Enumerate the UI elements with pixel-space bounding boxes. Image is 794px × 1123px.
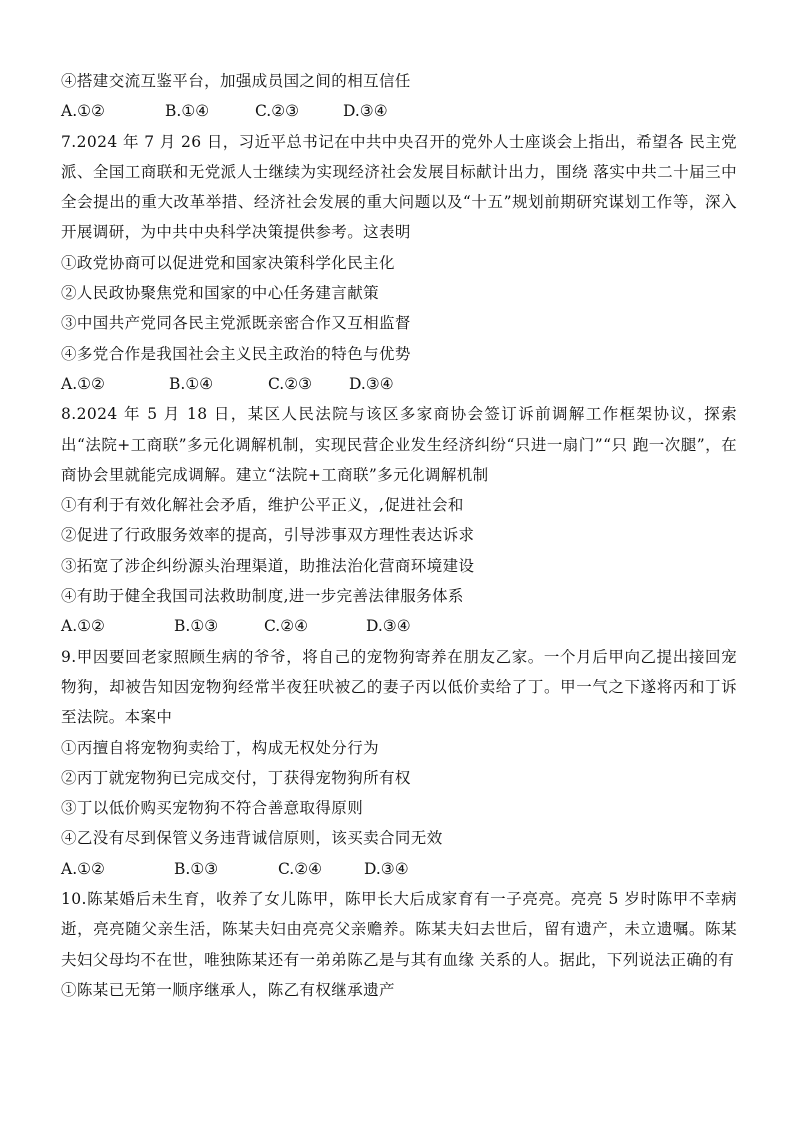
- q8-stem: 8.2024 年 5 月 18 日，某区人民法院与该区多家商协会签订诉前调解工作框架协议，探索出“法院+工商联”多元化调解机制，实现民营企业发生经济纠纷“只进一扇门”“只 跑一次腿”，在商协会里就能完成调解。建立“法院+工商联”多元化调解机制: [61, 405, 737, 484]
- q9-item-3: ③丁以低价购买宠物狗不符合善意取得原则: [61, 799, 364, 818]
- q9-item-2: ②丙丁就宠物狗已完成交付，丁获得宠物狗所有权: [61, 768, 411, 787]
- q6-option-d: D.③④: [343, 102, 388, 121]
- q10-stem: 10.陈某婚后未生育，收养了女儿陈甲，陈甲长大后成家育有一子亮亮。亮亮 5 岁时陈甲不幸病逝，亮亮随父亲生活，陈某夫妇由亮亮父亲赡养。陈某夫妇去世后，留有遗产，未立遗嘱。陈某夫妇父母均不在世，唯独陈某还有一弟弟陈乙是与其有血缘 关系的人。据此，下列说法正确的有: [61, 890, 737, 969]
- q8-option-c: C.②④: [264, 617, 309, 636]
- q9-options: [61, 854, 737, 884]
- exam-page: [61, 66, 737, 1005]
- q7-option-d: D.③④: [349, 374, 394, 393]
- q7-item-4: ④多党合作是我国社会主义民主政治的特色与优势: [61, 344, 411, 363]
- q7-option-a: A.①②: [61, 374, 105, 393]
- q7-option-b: B.①④: [169, 374, 214, 393]
- q8-option-a: A.①②: [61, 617, 105, 636]
- q9-option-b: B.①③: [174, 859, 219, 878]
- q8-option-d: D.③④: [366, 617, 411, 636]
- q8-options: [61, 611, 737, 641]
- q8-item-2: ②促进了行政服务效率的提高，引导涉事双方理性表达诉求: [61, 526, 475, 545]
- q9-item-4: ④乙没有尽到保管义务违背诚信原则，该买卖合同无效: [61, 829, 443, 848]
- q9-option-a: A.①②: [61, 859, 105, 878]
- q8-option-b: B.①③: [174, 617, 219, 636]
- q6-option-b: B.①④: [165, 102, 210, 121]
- q9-option-c: C.②④: [278, 859, 323, 878]
- q7-option-c: C.②③: [268, 374, 313, 393]
- q9-stem: 9.甲因要回老家照顾生病的爷爷，将自己的宠物狗寄养在朋友乙家。一个月后甲向乙提出接回宠物狗，却被告知因宠物狗经常半夜狂吠被乙的妻子丙以低价卖给了丁。甲一气之下遂将丙和丁诉至法院。本案中: [61, 647, 737, 727]
- q7-item-2: ②人民政协聚焦党和国家的中心任务建言献策: [61, 284, 380, 303]
- q8-item-4: ④有助于健全我国司法救助制度,进一步完善法律服务体系: [61, 587, 464, 606]
- q10-item-1: ①陈某已无第一顺序继承人，陈乙有权继承遗产: [61, 980, 395, 999]
- q6-options: [61, 96, 737, 126]
- q7-stem: 7.2024 年 7 月 26 日，习近平总书记在中共中央召开的党外人士座谈会上指出，希望各 民主党派、全国工商联和无党派人士继续为实现经济社会发展目标献计出力，围绕 落实中共二十届三中全会提出的重大改革举措、经济社会发展的重大问题以及“十五”规划前期研究谋划工作等，深入开展调研，为中共中央科学决策提供参考。这表明: [61, 132, 737, 242]
- q8-item-3: ③拓宽了涉企纠纷源头治理渠道，助推法治化营商环境建设: [61, 556, 475, 575]
- q9-item-1: ①丙擅自将宠物狗卖给丁，构成无权处分行为: [61, 738, 380, 757]
- q6-option-a: A.①②: [61, 102, 105, 121]
- q7-options: [61, 369, 737, 399]
- q9-option-d: D.③④: [364, 859, 409, 878]
- q6-option-c: C.②③: [255, 102, 300, 121]
- q8-item-1: ①有利于有效化解社会矛盾，维护公平正义，,促进社会和: [61, 496, 464, 515]
- q6-item-4: ④搭建交流互鉴平台，加强成员国之间的相互信任: [61, 72, 411, 90]
- q7-item-1: ①政党协商可以促进党和国家决策科学化民主化: [61, 253, 395, 272]
- q7-item-3: ③中国共产党同各民主党派既亲密合作又互相监督: [61, 314, 411, 333]
